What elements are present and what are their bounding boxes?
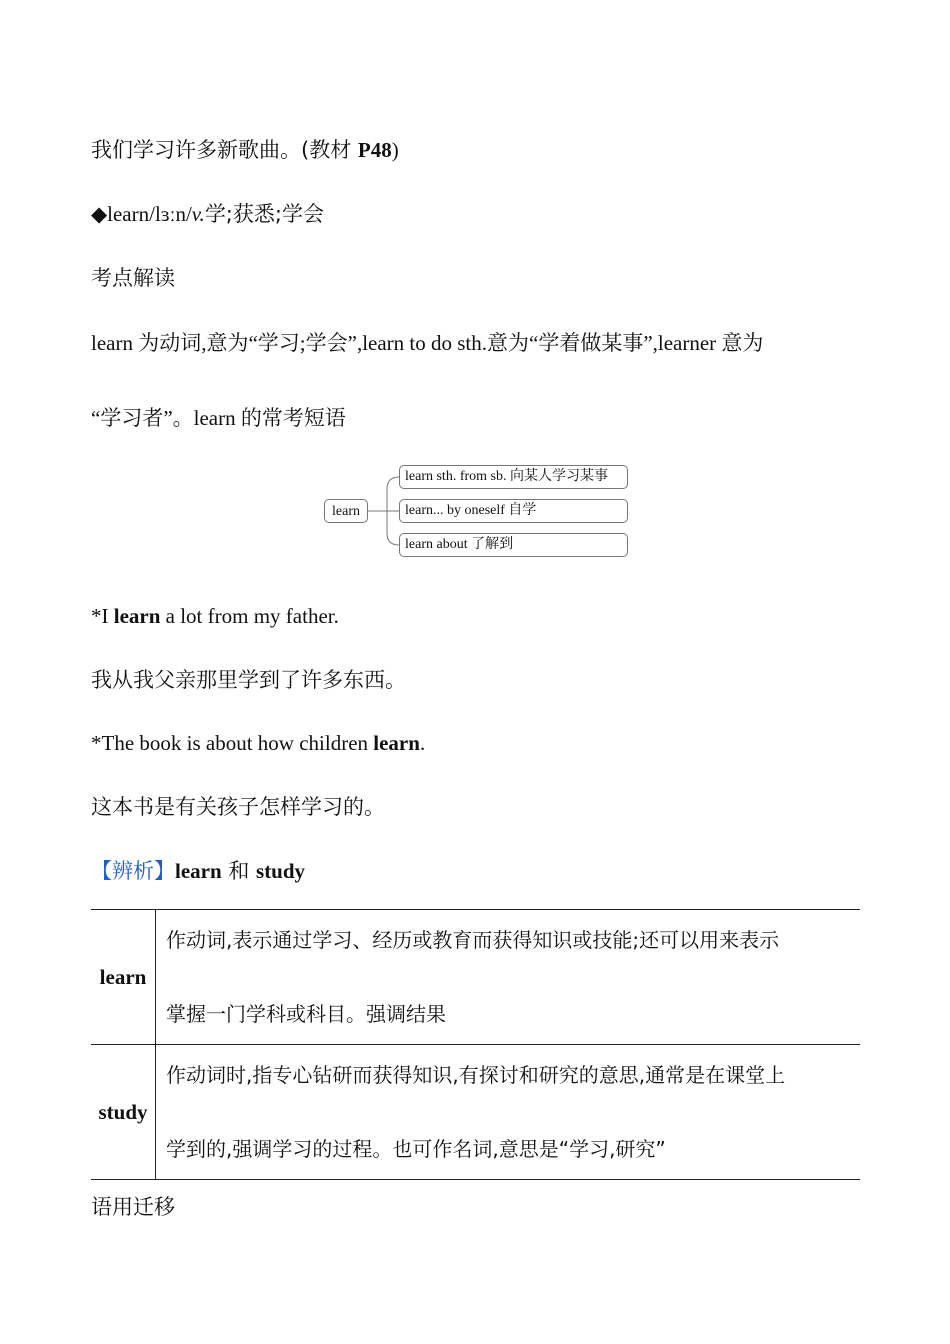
mindmap-branch: learn... by oneself 自学 (399, 499, 628, 523)
mindmap-branch: learn about 了解到 (399, 533, 628, 557)
definition-cell: 作动词,表示通过学习、经历或教育而获得知识或技能;还可以用来表示 掌握一门学科或科目。强调结果 (166, 927, 780, 1026)
mindmap-branch: learn sth. from sb. 向某人学习某事 (399, 465, 628, 489)
keyword: learn (373, 731, 420, 755)
term-cell: study (91, 1045, 156, 1180)
entry-meaning: 学;获悉;学会 (204, 202, 324, 226)
footer-title: 语用迁移 (91, 1195, 175, 1219)
keyword: learn (113, 604, 161, 628)
explanation-line-2: “学习者”。learn 的常考短语 (91, 406, 346, 430)
source-page: P48 (357, 138, 392, 162)
intro-sentence (91, 136, 399, 164)
analysis-heading: 【辨析】learn 和 study (91, 859, 306, 883)
bullet-icon: ◆ (91, 202, 108, 226)
example-translation: 这本书是有关孩子怎样学习的。 (91, 795, 385, 819)
example-sentence: *The book is about how children learn. (91, 731, 426, 755)
entry-word: learn/lɜːn/ (107, 202, 192, 226)
entry-pos: v. (191, 202, 205, 226)
comparison-table (91, 909, 860, 1180)
table-row (91, 910, 860, 1045)
mindmap-root: learn (324, 499, 368, 523)
section-title: 考点解读 (91, 266, 175, 290)
definition-cell: 作动词时,指专心钻研而获得知识,有探讨和研究的意思,通常是在课堂上 学到的,强调学习的过程。也可作名词,意思是“学习,研究” (166, 1062, 786, 1161)
analysis-tag: 【辨析】 (91, 859, 175, 883)
explanation-line-1: learn 为动词,意为“学习;学会”,learn to do sth.意为“学着做某事”,learner 意为 (91, 331, 764, 355)
term-cell: learn (91, 910, 156, 1045)
example-translation: 我从我父亲那里学到了许多东西。 (91, 668, 406, 692)
vocab-entry (91, 200, 324, 228)
source-close: ) (391, 138, 399, 162)
example-sentence: *I learn a lot from my father. (91, 604, 339, 628)
table-row (91, 1045, 860, 1180)
intro-text: 我们学习许多新歌曲。(教材 (91, 138, 358, 162)
